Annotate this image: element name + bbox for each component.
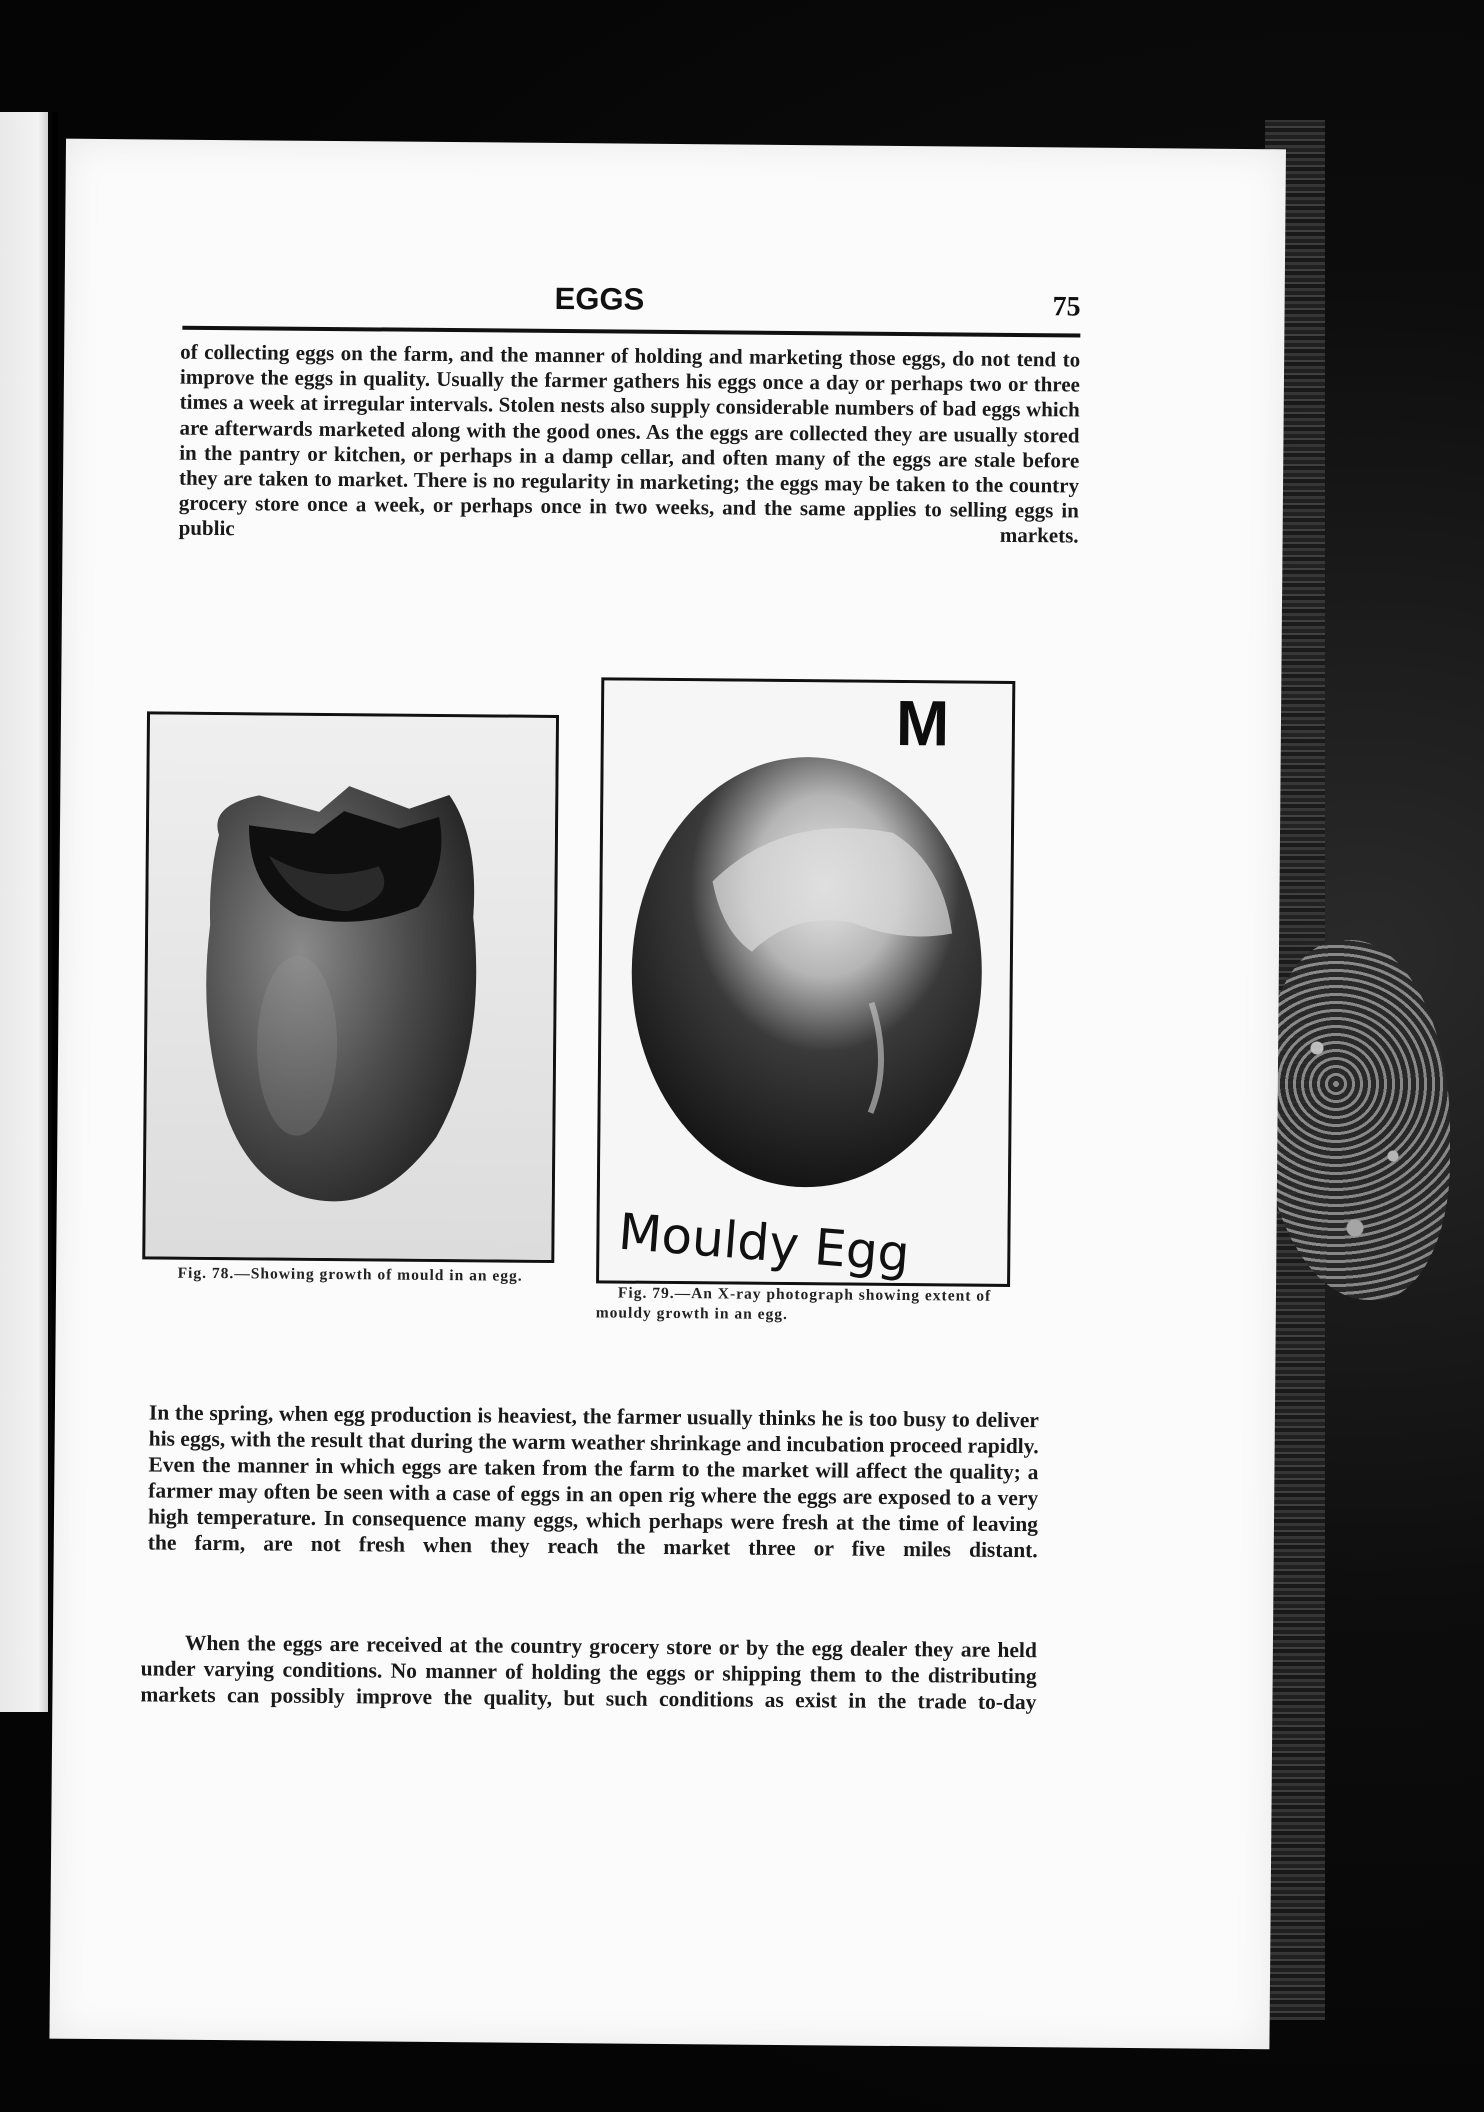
handwritten-label: Mouldy Egg [616,1202,912,1284]
figure-79-caption: Fig. 79.—An X-ray photograph showing extent of mouldy growth in an egg. [595,1284,992,1324]
egg-shell-illustration [145,714,556,1260]
facing-page-edge [0,112,48,1712]
figure-78-mouldy-egg-photo [142,711,559,1263]
book-page [49,139,1286,2050]
paragraph-3: When the eggs are received at the country grocery store or by the egg dealer they are held under varying conditions. No manner of holding the eggs or shipping them to the distributing markets can possibly improve the quality, but such conditions as exist in the trade to-day [140,1630,1037,1715]
figure-marker: M [895,686,950,760]
xray-egg-illustration [599,680,1012,1284]
page-header [182,274,1080,338]
figure-79-xray-photo [596,677,1015,1287]
figure-78-caption: Fig. 78.—Showing growth of mould in an egg. [177,1264,523,1285]
paragraph-1: of collecting eggs on the farm, and the manner of holding and marketing those eggs, do not tend to improve the eggs in quality. Usually the farmer gathers his eggs once a day or perhaps two or three times a week at irregular intervals. Stolen nests also supply considerable numbers of bad eggs which are afterwards marketed along with the good ones. As the eggs are collected they are usually stored in the pantry or kitchen, or perhaps in a damp cellar, and often many of the eggs are stale before they are taken to market. There is no regularity in marketing; the eggs may be taken to the country grocery store once a week, or perhaps once in two weeks, and the same applies to selling eggs in public markets. [178,339,1081,548]
page-number: 75 [1052,291,1081,323]
running-head: EGGS [554,280,645,317]
paragraph-2: In the spring, when egg production is heaviest, the farmer usually thinks he is too busy to deliver his eggs, with the result that during the warm weather shrinkage and incubation proceed rapidly. Even the manner in which eggs are taken from the farm to the market will affect the quality; a farmer may often be seen with a case of eggs in an open rig where the eggs are exposed to a very high temperature. In consequence many eggs, which perhaps were fresh at the time of leaving the farm, are not fresh when they reach the market three or five miles distant. [147,1400,1039,1563]
